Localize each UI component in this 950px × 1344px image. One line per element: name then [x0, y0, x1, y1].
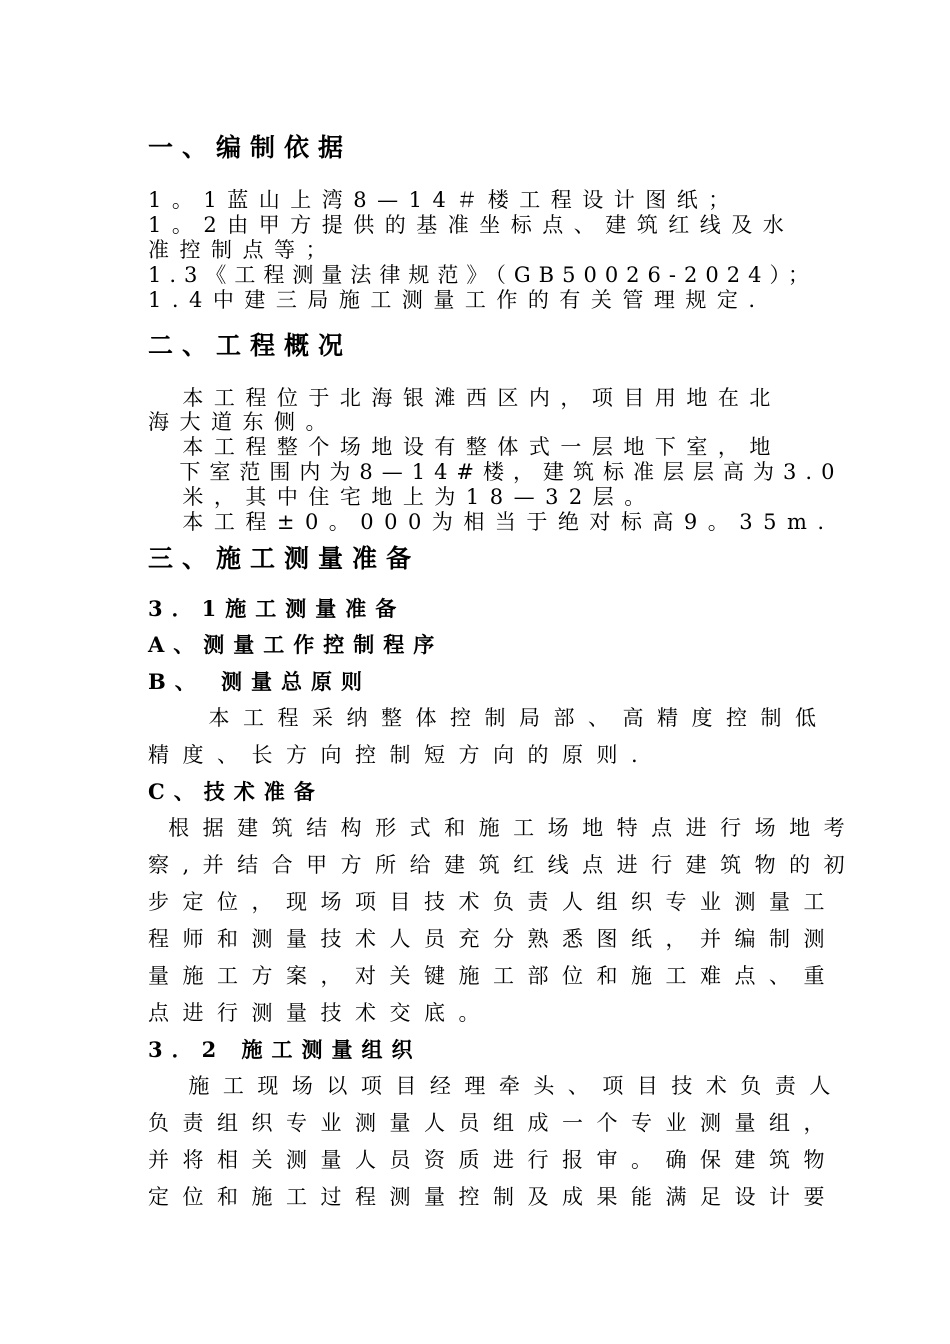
basis-item-1: 1。1蓝山上湾8—14＃楼工程设计图纸； [148, 188, 740, 212]
basis-item-3: 1.3《工程测量法律规范》（GB50026-2024）； [148, 263, 817, 287]
subsection-c: C、技术准备 [148, 779, 324, 804]
org-line-2: 负责组织专业测量人员组成一个专业测量组， [148, 1111, 838, 1135]
tech-line-2: 察,并结合甲方所给建筑红线点进行建筑物的初 [148, 853, 859, 877]
basis-item-2-cont: 准控制点等； [148, 238, 337, 262]
subsection-b: B、 测量总原则 [148, 669, 372, 694]
basis-item-2: 1。2由甲方提供的基准坐标点、建筑红线及水 [148, 213, 795, 237]
tech-line-1: 根据建筑结构形式和施工场地特点进行场地考 [148, 816, 859, 840]
subsection-a: A、测量工作控制程序 [148, 632, 444, 657]
org-line-3: 并将相关测量人员资质进行报审。确保建筑物 [148, 1148, 838, 1172]
tech-line-5: 量施工方案，对关键施工部位和施工难点、重 [148, 964, 838, 988]
org-line-4: 定位和施工过程测量控制及成果能满足设计要 [148, 1185, 838, 1209]
section-heading-preparation: 三、施工测量准备 [148, 544, 421, 573]
tech-line-6: 点进行测量技术交底。 [148, 1001, 493, 1025]
basis-item-4: 1.4中建三局施工测量工作的有关管理规定. [148, 288, 766, 312]
tech-line-3: 步定位，现场项目技术负责人组织专业测量工 [148, 890, 838, 914]
subsection-3-2: 3．2 施工测量组织 [148, 1037, 422, 1062]
overview-line-2: 海大道东侧。 [148, 410, 337, 434]
section-heading-overview: 二、工程概况 [148, 331, 353, 360]
principle-line-1: 本工程采纳整体控制局部、高精度控制低 [148, 706, 830, 730]
overview-line-4: 下室范围内为8—14#楼，建筑标准层层高为3.0 [148, 460, 844, 484]
org-line-1: 施工现场以项目经理牵头、项目技术负责人 [148, 1074, 844, 1098]
overview-line-3: 本工程整个场地设有整体式一层地下室，地 [148, 435, 781, 459]
section-heading-basis: 一、编制依据 [148, 133, 353, 162]
tech-line-4: 程师和测量技术人员充分熟悉图纸，并编制测 [148, 927, 838, 951]
overview-line-5: 米，其中住宅地上为18—32层。 [148, 485, 656, 509]
principle-line-2: 精度、长方向控制短方向的原则. [148, 743, 652, 767]
subsection-3-1: 3．1施工测量准备 [148, 596, 406, 621]
overview-line-6: 本工程±0。000为相当于绝对标高9。35m. [148, 510, 835, 534]
overview-line-1: 本工程位于北海银滩西区内，项目用地在北 [148, 386, 781, 410]
